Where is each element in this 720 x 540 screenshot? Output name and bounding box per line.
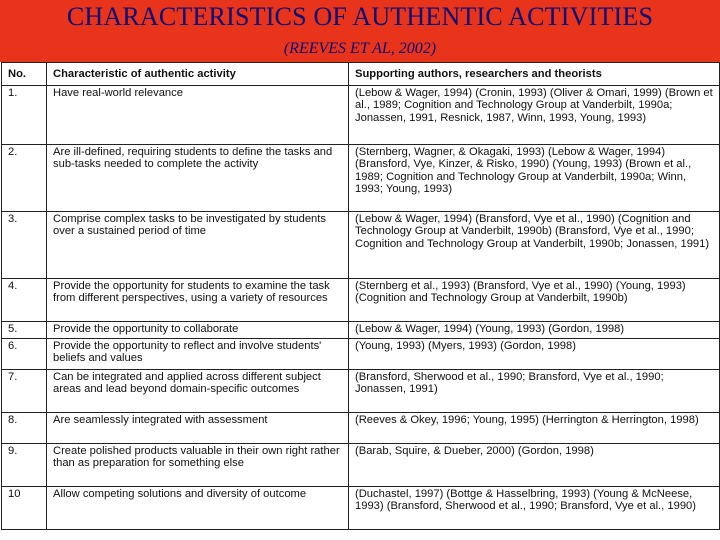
row-characteristic: Can be integrated and applied across different subject areas and lead beyond domain-specific outcomes [47, 370, 349, 413]
table-row [2, 145, 720, 212]
row-supporting: (Sternberg, Wagner, & Okagaki, 1993) (Lebow & Wager, 1994) (Bransford, Vye, Kinzer, & Risko, 1990) (Young, 1993) (Brown et al., 1989; Cognition and Technology Group at Vanderbilt, 1990a; Winn, 1993; Young, 1993) [349, 145, 720, 212]
table-row [2, 212, 720, 279]
slide-title: CHARACTERISTICS OF AUTHENTIC ACTIVITIES [66, 2, 654, 31]
slide-subtitle: (REEVES ET AL, 2002) [283, 40, 437, 57]
row-supporting: (Reeves & Okey, 1996; Young, 1995) (Herrington & Herrington, 1998) [349, 413, 720, 444]
header-characteristic: Characteristic of authentic activity [47, 63, 349, 86]
table-row [2, 339, 720, 370]
row-characteristic: Provide the opportunity to collaborate [47, 322, 349, 339]
row-characteristic: Create polished products valuable in their own right rather than as preparation for something else [47, 444, 349, 487]
row-number: 5. [2, 322, 47, 339]
row-supporting: (Bransford, Sherwood et al., 1990; Bransford, Vye et al., 1990; Jonassen, 1991) [349, 370, 720, 413]
row-characteristic: Have real-world relevance [47, 86, 349, 145]
row-supporting: (Young, 1993) (Myers, 1993) (Gordon, 1998) [349, 339, 720, 370]
row-characteristic: Provide the opportunity to reflect and involve students' beliefs and values [47, 339, 349, 370]
characteristics-table [1, 62, 720, 530]
row-characteristic: Comprise complex tasks to be investigated by students over a sustained period of time [47, 212, 349, 279]
row-supporting: (Lebow & Wager, 1994) (Bransford, Vye et al., 1990) (Cognition and Technology Group at Vanderbilt, 1990b) (Bransford, Vye et al., 1990; Cognition and Technology Group at Vanderbilt, 1990b; Jonassen, 1991) [349, 212, 720, 279]
table-row [2, 444, 720, 487]
table-row [2, 413, 720, 444]
table-row [2, 322, 720, 339]
row-characteristic: Allow competing solutions and diversity of outcome [47, 487, 349, 530]
row-characteristic: Provide the opportunity for students to examine the task from different perspectives, using a variety of resources [47, 279, 349, 322]
header-no: No. [2, 63, 47, 86]
table-row [2, 487, 720, 530]
row-number: 2. [2, 145, 47, 212]
row-number: 7. [2, 370, 47, 413]
row-supporting: (Lebow & Wager, 1994) (Young, 1993) (Gordon, 1998) [349, 322, 720, 339]
row-supporting: (Lebow & Wager, 1994) (Cronin, 1993) (Oliver & Omari, 1999) (Brown et al., 1989; Cognition and Technology Group at Vanderbilt, 1990a; Jonassen, 1991, Resnick, 1987, Winn, 1993, Young, 1993) [349, 86, 720, 145]
row-number: 6. [2, 339, 47, 370]
table-row [2, 370, 720, 413]
row-characteristic: Are seamlessly integrated with assessment [47, 413, 349, 444]
row-number: 9. [2, 444, 47, 487]
row-supporting: (Barab, Squire, & Dueber, 2000) (Gordon, 1998) [349, 444, 720, 487]
row-supporting: (Duchastel, 1997) (Bottge & Hasselbring, 1993) (Young & McNeese, 1993) (Bransford, Sherwood et al., 1990; Bransford, Vye et al., 1990) [349, 487, 720, 530]
table-row [2, 86, 720, 145]
row-number: 4. [2, 279, 47, 322]
table-header-row [2, 63, 720, 86]
row-number: 10 [2, 487, 47, 530]
row-number: 8. [2, 413, 47, 444]
row-number: 3. [2, 212, 47, 279]
table-row [2, 279, 720, 322]
row-supporting: (Sternberg et al., 1993) (Bransford, Vye et al., 1990) (Young, 1993) (Cognition and Technology Group at Vanderbilt, 1990b) [349, 279, 720, 322]
row-number: 1. [2, 86, 47, 145]
header-supporting: Supporting authors, researchers and theorists [349, 63, 720, 86]
row-characteristic: Are ill-defined, requiring students to define the tasks and sub-tasks needed to complete the activity [47, 145, 349, 212]
